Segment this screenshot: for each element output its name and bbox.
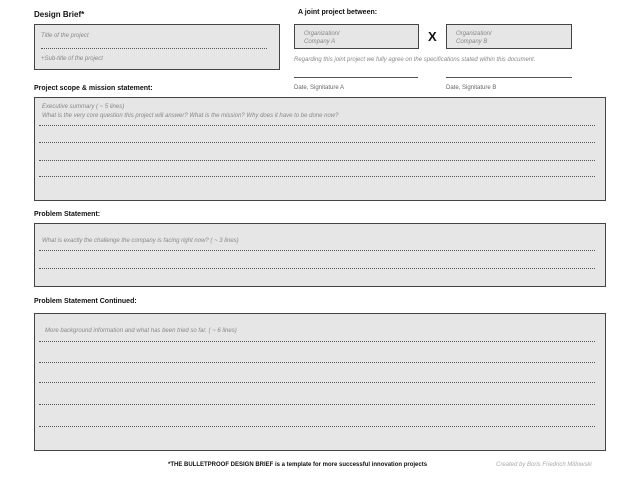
footer-note: *THE BULLETPROOF DESIGN BRIEF is a template for more successful innovation projects [168, 462, 428, 468]
page-title: Design Brief* [34, 10, 85, 19]
title-line [41, 48, 267, 49]
title-box[interactable] [34, 24, 280, 70]
agreement-text: Regarding this joint project we fully agree on the specifications stated within this document. [294, 57, 536, 63]
org-a-line1: Organization/ [304, 31, 340, 37]
problem-cont-line [39, 426, 595, 427]
org-b-line1: Organization/ [456, 31, 492, 37]
organization-b-field[interactable] [446, 24, 572, 49]
problem-hint: What is exactly the challenge the company is facing right now? ( ~ 3 lines) [42, 238, 239, 244]
problem-line [39, 268, 595, 269]
problem-heading: Problem Statement: [34, 211, 101, 218]
org-a-line2: Company A [304, 39, 336, 45]
problem-cont-hint: More background information and what has been tried so far. ( ~ 6 lines) [45, 328, 237, 334]
scope-line [39, 142, 595, 143]
signature-b-label: Date, Signitature B [446, 85, 497, 91]
problem-cont-line [39, 382, 595, 383]
signature-a-line[interactable] [294, 77, 418, 78]
signature-a-label: Date, Signitature A [294, 85, 345, 91]
organization-a-field[interactable] [294, 24, 419, 49]
scope-line [39, 125, 595, 126]
title-hint: Title of the project [41, 33, 89, 39]
x-symbol: X [428, 29, 437, 44]
scope-hint-2: What is the very core question this project will answer? What is the mission? Why does it have to be done now? [42, 113, 339, 119]
problem-cont-line [39, 362, 595, 363]
signature-b-line[interactable] [446, 77, 572, 78]
problem-cont-heading: Problem Statement Continued: [34, 298, 137, 305]
problem-cont-line [39, 404, 595, 405]
problem-textarea[interactable] [34, 223, 606, 287]
credit: Created by Boris Friedrich Mitlowski [496, 462, 592, 468]
scope-heading: Project scope & mission statement: [34, 85, 153, 92]
scope-line [39, 160, 595, 161]
subtitle-hint: +Sub-title of the project [41, 56, 103, 62]
scope-hint-1: Executive summary ( ~ 5 lines) [42, 104, 125, 110]
scope-line [39, 176, 595, 177]
org-b-line2: Company B [456, 39, 488, 45]
joint-project-label: A joint project between: [298, 9, 378, 16]
problem-cont-textarea[interactable] [34, 313, 606, 451]
scope-textarea[interactable] [34, 97, 606, 201]
problem-line [39, 250, 595, 251]
problem-cont-line [39, 341, 595, 342]
